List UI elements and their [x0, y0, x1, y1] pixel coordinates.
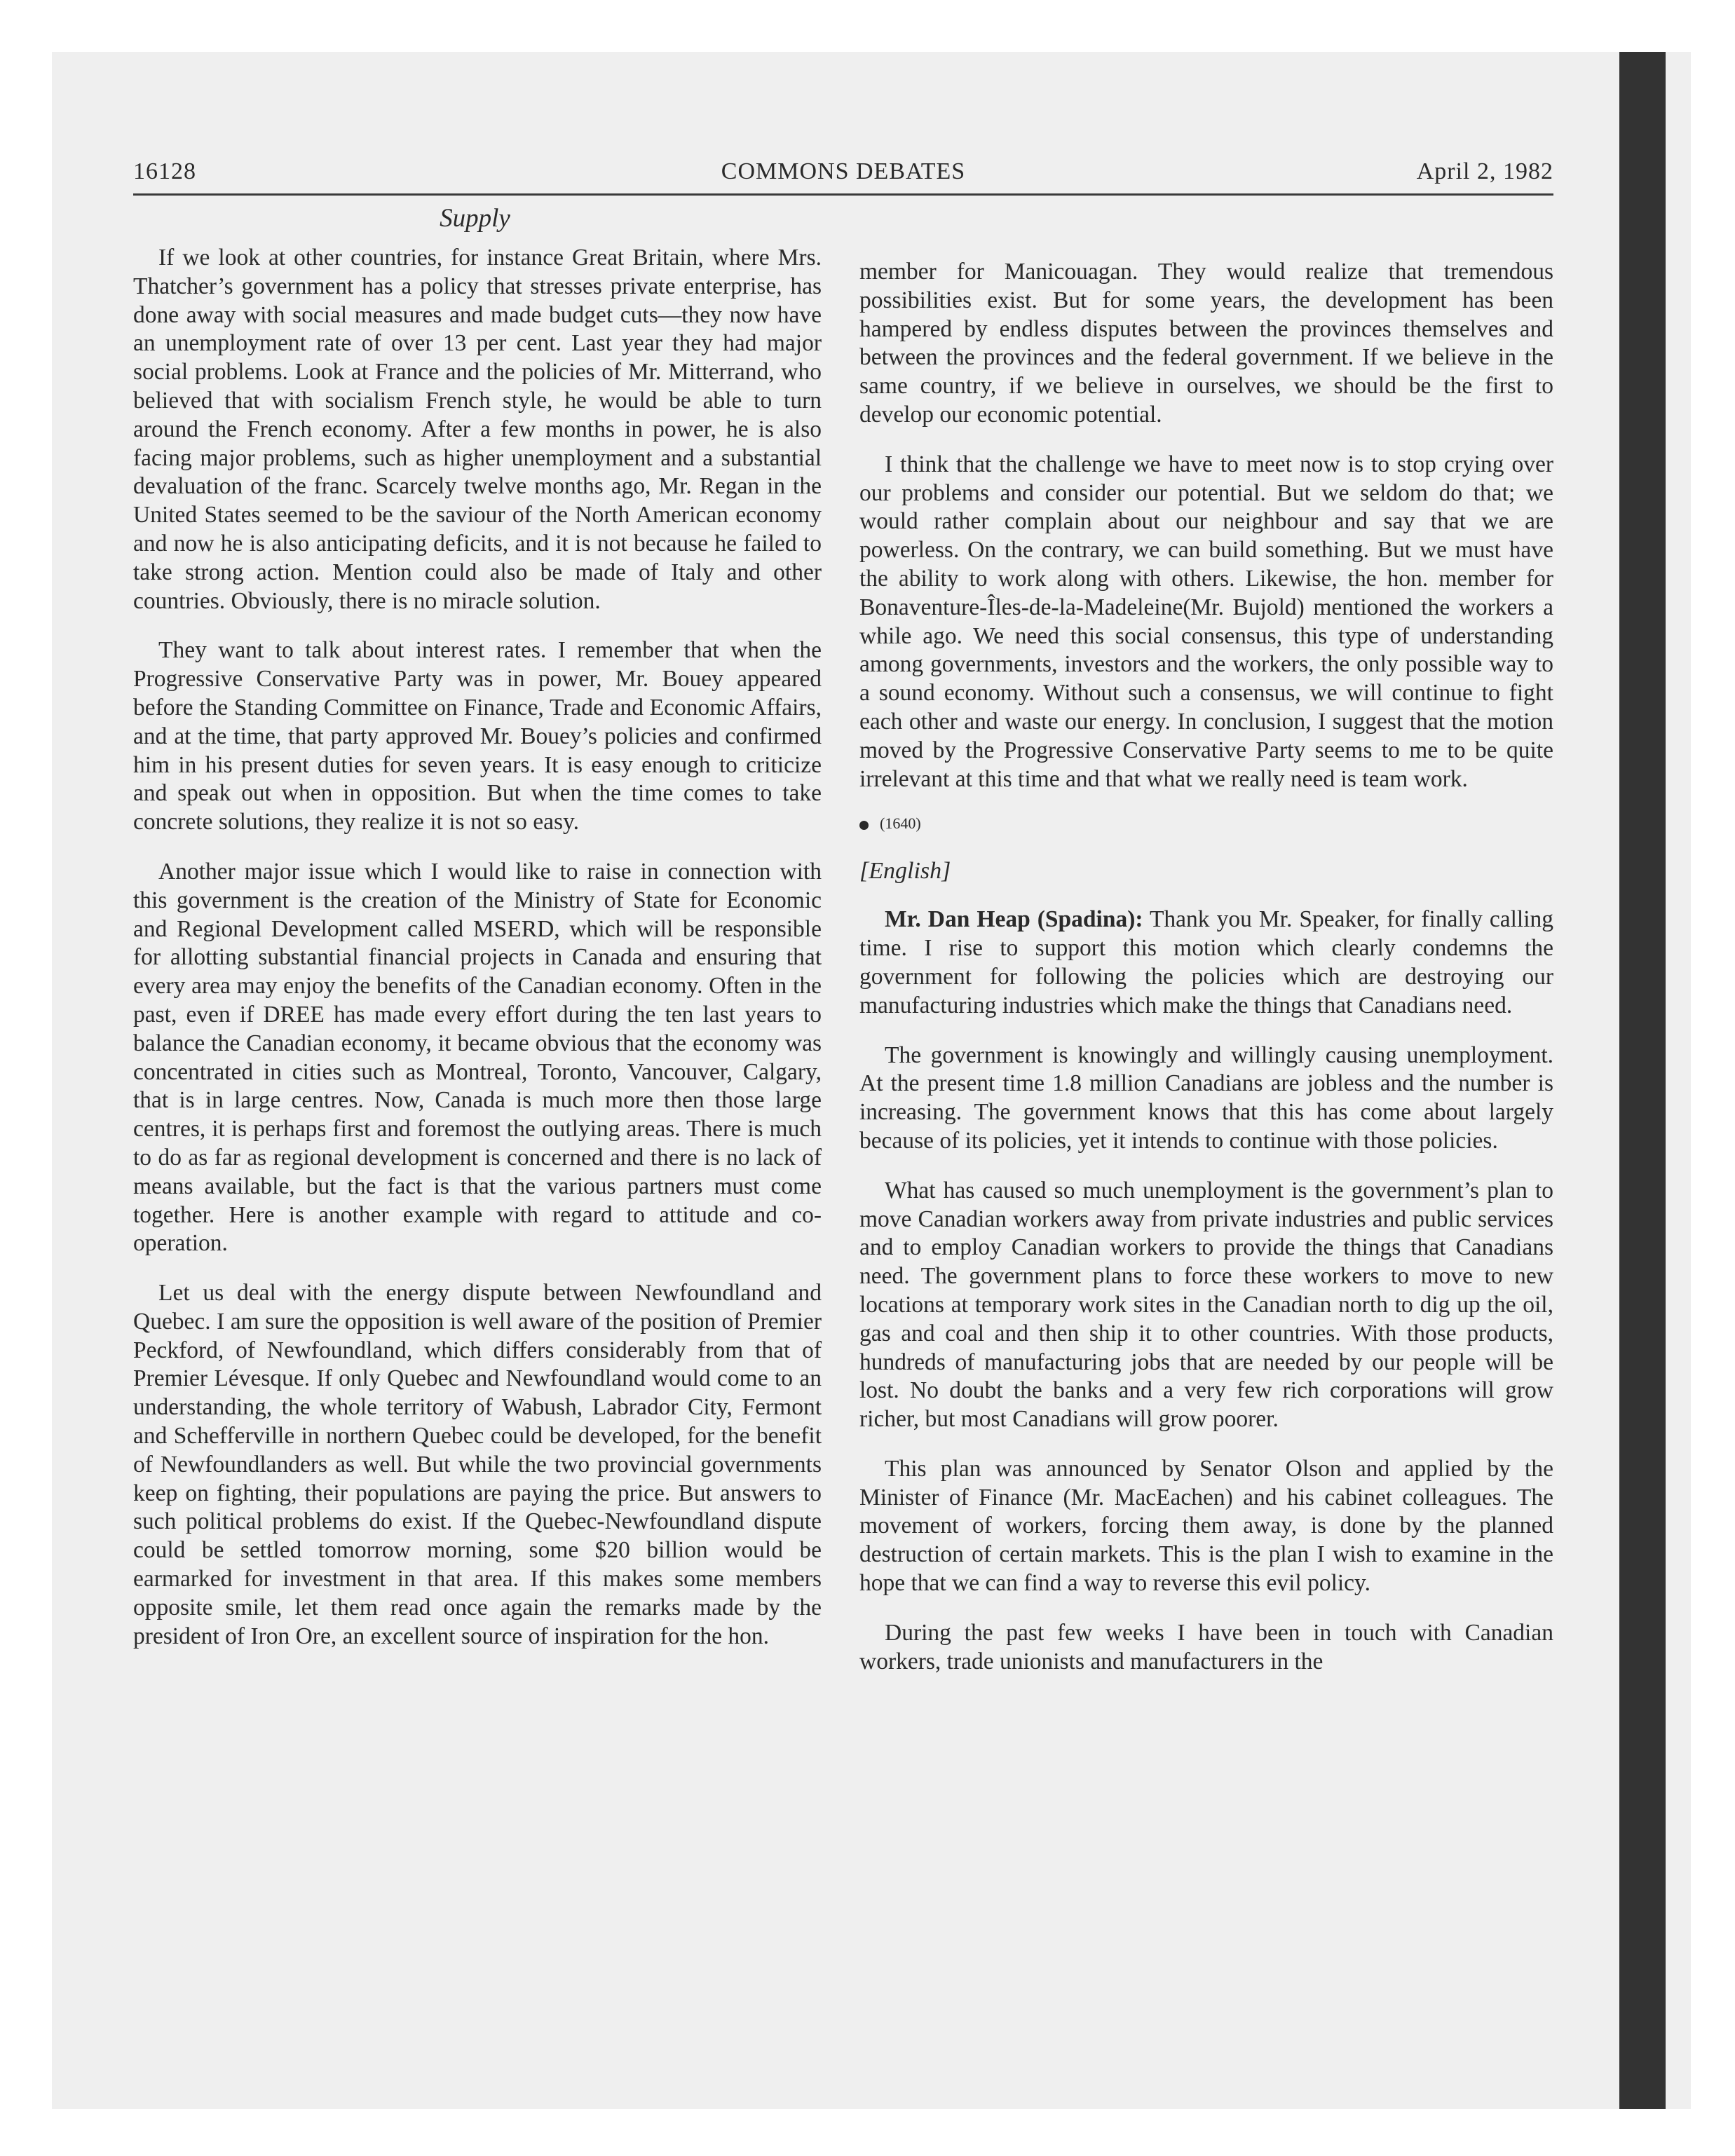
paragraph-continuation: member for Manicouagan. They would realize that tremendous possibilities exist. But for some years, the development has been hampered by endless disputes between the provinces themselves and between the provinces and the federal government. If we believe in the same country, if we believe in ourselves, we should be the first to develop our economic potential.: [859, 259, 1553, 428]
left-column: [133, 244, 822, 1672]
page-date: April 2, 1982: [1416, 158, 1553, 184]
publication-title: COMMONS DEBATES: [721, 158, 966, 184]
right-column: [859, 258, 1553, 1697]
paragraph: What has caused so much unemployment is the government’s plan to move Canadian workers away from private industries and public services and to employ Canadian workers to provide the things that Canadians need. The government plans to force these workers to move to new locations at temporary work sites in the Canadian north to dig up the oil, gas and coal and then ship it to other countries. With those products, hundreds of manufacturing jobs that are needed by our people will be lost. No doubt the banks and a very few rich corporations will grow richer, but most Canadians will grow poorer.: [859, 1177, 1553, 1433]
paragraph: They want to talk about interest rates. I remember that when the Progressive Conservative Party was in power, Mr. Bouey appeared before the Standing Committee on Finance, Trade and Economic Affairs, and at the time, that party approved Mr. Bouey’s policies and confirmed him in his present duties for seven years. It is easy enough to criticize and speak out when in opposition. But when the time comes to take concrete solutions, they realize it is not so easy.: [133, 637, 822, 835]
paragraph: During the past few weeks I have been in touch with Canadian workers, trade unionists and manufacturers in the: [859, 1619, 1553, 1674]
speech-text: Thank you Mr. Speaker, for finally calling time. I rise to support this motion which clearly condemns the government for following the policies which are destroying our manufacturing industries which make the things that Canadians need.: [859, 906, 1553, 1018]
page-number: 16128: [133, 158, 196, 184]
speech-paragraph: [859, 906, 1553, 1020]
paragraph: Let us deal with the energy dispute between Newfoundland and Quebec. I am sure the opposition is well aware of the position of Premier Peckford, of Newfoundland, which differs considerably from that of Premier Lévesque. If only Quebec and Newfoundland would come to an understanding, the whole territory of Wabush, Labrador City, Fermont and Schefferville in northern Quebec could be developed, for the benefit of Newfoundlanders as well. But while the two provincial governments keep on fighting, their populations are paying the price. But answers to such political problems do exist. If the Quebec-Newfoundland dispute could be settled tomorrow morning, some $20 billion would be earmarked for investment in that area. If this makes some members opposite smile, let them read once again the remarks made by the president of Iron Ore, an excellent source of inspiration for the hon.: [133, 1280, 822, 1649]
section-title: Supply: [440, 204, 510, 233]
language-tag: [English]: [859, 858, 951, 885]
paragraph: I think that the challenge we have to meet now is to stop crying over our problems and consider our potential. But we seldom do that; we would rather complain about our neighbour and say that we are powerless. On the contrary, we can build something. But we must have the ability to work along with others. Likewise, the hon. member for Bonaventure-Îles-de-la-Madeleine(Mr. Bujold) mentioned the workers a while ago. We need this social consensus, this type of understanding among governments, investors and the workers, the only possible way to a sound economy. Without such a consensus, we will continue to fight each other and waste our energy. In conclusion, I suggest that the motion moved by the Progressive Conservative Party seems to me to be quite irrelevant at this time and that what we really need is team work.: [859, 451, 1553, 792]
paragraph: If we look at other countries, for instance Great Britain, where Mrs. Thatcher’s government has a policy that stresses private enterprise, has done away with social measures and made budget cuts—they now have an unemployment rate of over 13 per cent. Last year they had major social problems. Look at France and the policies of Mr. Mitterrand, who believed that with socialism French style, he would be able to turn around the French economy. After a few months in power, he is also facing major problems, such as higher unemployment and a substantial devaluation of the franc. Scarcely twelve months ago, Mr. Regan in the United States seemed to be the saviour of the North American economy and now he is also anticipating deficits, and it is not because he failed to take strong action. Mention could also be made of Italy and other countries. Obviously, there is no miracle solution.: [133, 245, 822, 614]
paragraph: The government is knowingly and willingly causing unemployment. At the present time 1.8 million Canadians are jobless and the number is increasing. The government knows that this has come about largely because of its policies, yet it intends to continue with those policies.: [859, 1042, 1553, 1154]
scan-border: [1619, 52, 1666, 2109]
speaker-name: Mr. Dan Heap (Spadina):: [885, 906, 1143, 933]
bullet-icon: [859, 821, 869, 830]
paragraph: This plan was announced by Senator Olson and applied by the Minister of Finance (Mr. MacEachen) and his cabinet colleagues. The movement of workers, forcing them away, is done by the planned destruction of certain markets. This is the plan I wish to examine in the hope that we can find a way to reverse this evil policy.: [859, 1455, 1553, 1597]
time-marker: [859, 814, 1553, 833]
paragraph: Another major issue which I would like to raise in connection with this government is the creation of the Ministry of State for Economic and Regional Development called MSERD, which will be responsible for allotting substantial financial projects in Canada and ensuring that every area may enjoy the benefits of the Canadian economy. Often in the past, even if DREE has made every effort during the ten last years to balance the Canadian economy, it became obvious that the economy was concentrated in cities such as Montreal, Toronto, Vancouver, Calgary, that is in large centres. Now, Canada is much more then those large centres, it is perhaps first and foremost the outlying areas. There is much to do as far as regional development is concerned and there is no lack of means available, but the fact is that the various partners must come together. Here is another example with regard to attitude and co-operation.: [133, 858, 822, 1257]
time-marker-label: (1640): [880, 814, 921, 833]
page-header: [133, 158, 1553, 196]
